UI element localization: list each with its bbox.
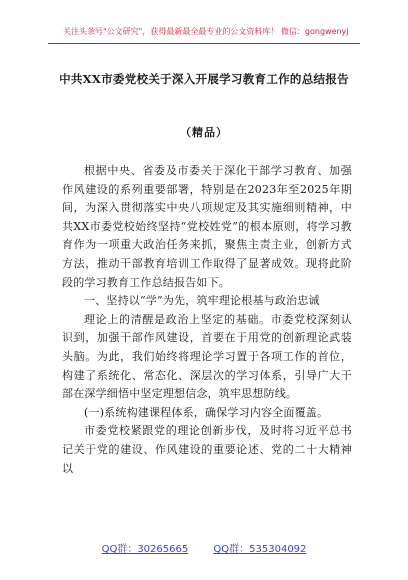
document-body: [62, 162, 352, 478]
subsection-heading-1: (一)系统构建课程体系，确保学习内容全面覆盖。: [84, 405, 329, 419]
paragraph-intro: 根据中央、省委及市委关于深化干部学习教育、加强作风建设的系列重要部署，特别是在2023年至2025年期间，为深入贯彻落实中央八项规定及其实施细则精神，中共XX市委党校始终坚持“党校姓党”的根本原则，将学习教育作为一项重大政治任务来抓，聚焦主责主业，创新方式方法，推动干部教育培训工作取得了显著成效。现将此阶段的学习教育工作总结报告如下。: [62, 164, 352, 289]
header-divider: [48, 43, 360, 44]
document-title: 中共XX市委党校关于深入开展学习教育工作的总结报告: [59, 72, 349, 86]
header-banner: 关注头条号"公文研究"，获得最新最全最专业的公文资料库！ 微信：gongwenyj: [63, 27, 349, 36]
footer: [0, 540, 408, 555]
paragraph-section-1: 理论上的清醒是政治上坚定的基础。市委党校深刻认识到，加强干部作风建设，首要在于用党的创新理论武装头脑。为此，我们始终将理论学习置于各项工作的首位，构建了系统化、常态化、深层次的学习体系，引导广大干部在深学细悟中坚定理想信念，筑牢思想防线。: [62, 312, 352, 401]
paragraph-subsection-1: 市委党校紧跟党的理论创新步伐，及时将习近平总书记关于党的建设、作风建设的重要论述、党的二十大精神以: [62, 424, 352, 475]
qq-group-link-2[interactable]: QQ群：535304092: [213, 544, 307, 555]
qq-group-link-1[interactable]: QQ群：30265665: [101, 544, 189, 555]
document-subtitle: （精品）: [180, 126, 228, 139]
section-heading-1: 一、坚持以“学”为先，筑牢理论根基与政治忠诚: [84, 294, 320, 308]
